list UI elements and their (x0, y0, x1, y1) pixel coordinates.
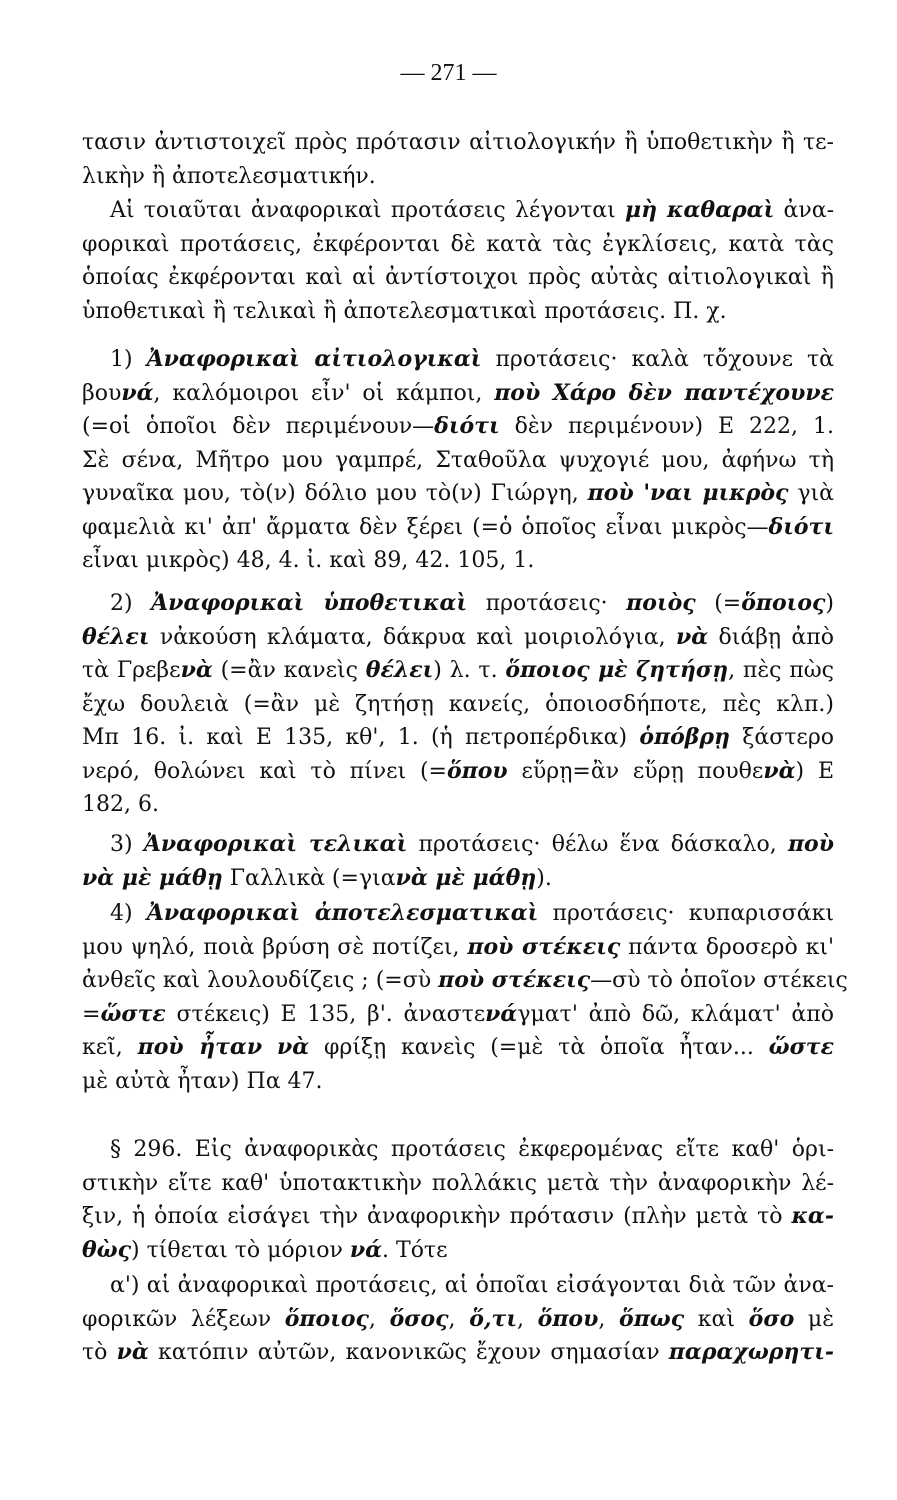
emphasis: ὥστε (768, 1034, 834, 1060)
text-line: κεῖ, ποὺ ἦταν νὰ φρίξῃ κανεὶς (=μὲ τὰ ὁποῖα ἦταν... ὥστε (82, 1034, 834, 1060)
paragraph (82, 587, 834, 822)
text-line: βουνά, καλόμοιροι εἶν' οἱ κάμποι, ποὺ Χάρο δὲν παντέχουνε (82, 379, 834, 406)
emphasis: νὰ (763, 757, 796, 784)
emphasis: νὰ (276, 1034, 310, 1060)
text-line: Αἱ τοιαῦται ἀναφορικαὶ προτάσεις λέγονται μὴ καθαραὶ ἀνα- (110, 197, 834, 223)
text-line: ξιν, ἡ ὁποία εἰσάγει τὴν ἀναφορικὴν πρότασιν (πλὴν μετὰ τὸ κα- (82, 1203, 834, 1229)
emphasis: νὰ μὲ μάθῃ (82, 864, 223, 891)
emphasis: Ἀναφορικαὶ αἰτιολογικαὶ (146, 346, 482, 372)
emphasis: ὥστε (100, 1000, 166, 1027)
emphasis: ὅσο (748, 1305, 795, 1332)
text-line: τὰ Γρεβενὰ (=ἂν κανεὶς θέλει) λ. τ. ὅποιος μὲ ζητήσῃ, πὲς πὼς (82, 657, 835, 683)
text-line: Μπ 16. ἰ. καὶ Ε 135, κθ', 1. (ἡ πετροπέρδικα) ὁπόβρῃ ξάστερο (82, 724, 834, 750)
paragraph (82, 194, 834, 328)
emphasis: Ἀναφορικαὶ ὑποθετικαὶ (151, 590, 468, 616)
text-line: γυναῖκα μου, τὸ(ν) δόλιο μου τὸ(ν) Γιώργη, ποὺ 'ναι μικρὸς γιὰ (82, 480, 835, 506)
emphasis: μὴ καθαραὶ (624, 197, 775, 223)
text-line: νὰ μὲ μάθῃ Γαλλικὰ (=γιανὰ μὲ μάθῃ). (82, 864, 552, 891)
emphasis: ὅπου (446, 757, 508, 784)
text-line: (=οἱ ὁποῖοι δὲν περιμένουν—διότι δὲν περιμένουν) Ε 222, 1. (82, 413, 834, 439)
text-line: 2) Ἀναφορικαὶ ὑποθετικαὶ προτάσεις· ποιὸς (=ὅποιος) (110, 590, 834, 616)
text-line: 1) Ἀναφορικαὶ αἰτιολογικαὶ προτάσεις· καλὰ τὄχουνε τὰ (110, 346, 834, 372)
emphasis: παραχωρητι- (668, 1339, 834, 1365)
emphasis: νὰ (180, 657, 213, 683)
emphasis: νὰ μὲ μάθῃ (395, 864, 537, 891)
emphasis: κα- (791, 1203, 834, 1229)
text-line: Σὲ σένα, Μῆτρο μου γαμπρέ, Σταθοῦλα ψυχογιέ μου, ἀφήνω τὴ (82, 447, 834, 473)
emphasis: ὅπου (537, 1305, 599, 1332)
text-line: ὁποίας ἐκφέρονται καὶ αἱ ἀντίστοιχοι πρὸς αὐτὰς αἰτιολογικαὶ ἢ (82, 265, 834, 290)
emphasis: θέλει (365, 657, 434, 683)
emphasis: νά (485, 1000, 518, 1027)
emphasis: ποὺ ἦταν (137, 1034, 263, 1060)
emphasis: ποὺ στέκεις (438, 967, 591, 993)
text-line: § 296. Εἰς ἀναφορικὰς προτάσεις ἐκφερομένας εἴτε καθ' ὁρι- (110, 1137, 834, 1162)
emphasis: νά (121, 379, 154, 406)
text-line: εἶναι μικρὸς) 48, 4. ἰ. καὶ 89, 42. 105, 1. (82, 548, 535, 573)
text-line: λικὴν ἢ ἀποτελεσματικήν. (82, 163, 376, 189)
emphasis: ποὺ στέκεις (467, 933, 621, 960)
emphasis: διότι (434, 413, 500, 439)
text-line: =ὥστε στέκεις) Ε 135, β'. ἀναστενάγματ' ἀπὸ δῶ, κλάματ' ἀπὸ (82, 1000, 834, 1027)
emphasis: ὅποιος (284, 1305, 369, 1332)
emphasis: ὅπως (619, 1305, 685, 1332)
paragraph (82, 897, 848, 1098)
paragraph (82, 1269, 834, 1370)
text-line: 182, 6. (82, 792, 159, 817)
text-line: 3) Ἀναφορικαὶ τελικαὶ προτάσεις· θέλω ἕνα δάσκαλο, ποὺ (110, 831, 834, 857)
emphasis: ποὺ (787, 831, 834, 857)
text-line: τὸ νὰ κατόπιν αὐτῶν, κανονικῶς ἔχουν σημασίαν παραχωρητι- (82, 1339, 834, 1365)
paragraph (82, 828, 834, 895)
page-number: — 271 — (400, 60, 497, 86)
text-line: μου ψηλό, ποιὰ βρύση σὲ ποτίζει, ποὺ στέκεις πάντα δροσερὸ κι' (82, 933, 834, 960)
text-line: νερό, θολώνει καὶ τὸ πίνει (=ὅπου εὕρῃ=ἂν εὕρῃ πουθενὰ) Ε (82, 757, 835, 784)
text-line: θέλει νἀκούση κλάματα, δάκρυα καὶ μοιριολόγια, νὰ διάβῃ ἀπὸ (82, 623, 834, 650)
emphasis: ὁπόβρῃ (639, 724, 730, 750)
emphasis: διότι (768, 513, 834, 540)
text-line: φορικῶν λέξεων ὅποιος, ὅσος, ὅ,τι, ὅπου, ὅπως καὶ ὅσο μὲ (82, 1305, 835, 1332)
emphasis: ποὺ 'ναι μικρὸς (587, 480, 789, 506)
text-line: θὼς) τίθεται τὸ μόριον νά. Τότε (82, 1236, 448, 1263)
paragraph (82, 343, 834, 578)
emphasis: ποὺ Χάρο δὲν παντέχουνε (494, 379, 834, 406)
text-line: ἀνθεῖς καὶ λουλουδίζεις ; (=σὺ ποὺ στέκεις—σὺ τὸ ὁποῖον στέκεις (82, 967, 848, 993)
text-line: ἔχω δουλειὰ (=ἂν μὲ ζητήσῃ κανείς, ὁποιοσδήποτε, πὲς κλπ.) (82, 691, 834, 717)
text-line: φαμελιὰ κι' ἀπ' ἄρματα δὲν ξέρει (=ὁ ὁποῖος εἶναι μικρὸς—διότι (82, 513, 834, 540)
emphasis: ὅποιος (741, 590, 826, 616)
text-line: 4) Ἀναφορικαὶ ἀποτελεσματικαὶ προτάσεις· κυπαρισσάκι (110, 900, 835, 926)
emphasis: νὰ (675, 623, 709, 650)
paragraph (82, 1133, 834, 1267)
emphasis: ποιὸς (626, 590, 696, 616)
emphasis: ὅποιος μὲ ζητήσῃ (505, 657, 729, 683)
text-line: μὲ αὐτὰ ἦταν) Πα 47. (82, 1068, 323, 1094)
emphasis: Ἀναφορικαὶ ἀποτελεσματικαὶ (146, 900, 539, 926)
emphasis: νά (349, 1236, 383, 1263)
emphasis: Ἀναφορικαὶ τελικαὶ (143, 831, 408, 857)
text-line: α') αἱ ἀναφορικαὶ προτάσεις, αἱ ὁποῖαι εἰσάγονται διὰ τῶν ἀνα- (110, 1273, 834, 1298)
emphasis: ὅσος (389, 1305, 449, 1332)
emphasis: ὅ,τι (469, 1305, 517, 1332)
paragraph (82, 126, 834, 193)
emphasis: νὰ (116, 1339, 149, 1365)
text-line: στικὴν εἴτε καθ' ὑποτακτικὴν πολλάκις μετὰ τὴν ἀναφορικὴν λέ- (82, 1170, 834, 1196)
text-line: ὑποθετικαὶ ἢ τελικαὶ ἢ ἀποτελεσματικαὶ προτάσεις. Π. χ. (82, 298, 727, 324)
text-line: τασιν ἀντιστοιχεῖ πρὸς πρότασιν αἰτιολογικήν ἢ ὑποθετικὴν ἢ τε- (82, 130, 834, 155)
emphasis: θὼς (82, 1236, 132, 1263)
emphasis: θέλει (82, 623, 150, 650)
text-line: φορικαὶ προτάσεις, ἐκφέρονται δὲ κατὰ τὰς ἐγκλίσεις, κατὰ τὰς (82, 231, 834, 257)
